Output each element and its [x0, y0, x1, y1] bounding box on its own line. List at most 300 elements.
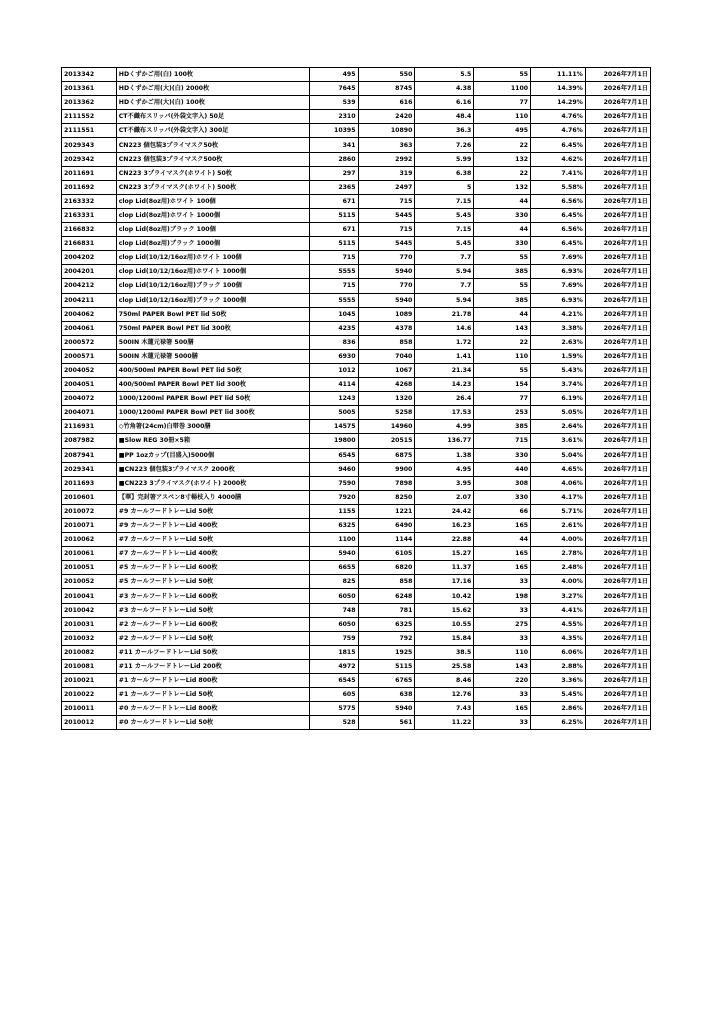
- price-diff-cell: 143: [474, 659, 531, 673]
- price-diff-cell: 44: [474, 223, 531, 237]
- table-row: [62, 434, 651, 448]
- old-price-cell: 836: [309, 335, 358, 349]
- new-price-cell: 858: [358, 575, 415, 589]
- table-row: [62, 659, 651, 673]
- effective-date-cell: 2026年7月1日: [585, 645, 650, 659]
- old-price-cell: 19800: [309, 434, 358, 448]
- new-price-cell: 1221: [358, 504, 415, 518]
- unit-price-cell: 7.15: [415, 223, 474, 237]
- new-price-cell: 1925: [358, 645, 415, 659]
- old-price-cell: 2310: [309, 110, 358, 124]
- unit-price-cell: 21.34: [415, 363, 474, 377]
- old-price-cell: 2860: [309, 152, 358, 166]
- product-name-cell: ■CN223 3プライマスク(ホワイト) 2000枚: [116, 476, 309, 490]
- table-row: [62, 279, 651, 293]
- product-name-cell: HDくずかご用(大)(白) 2000枚: [116, 82, 309, 96]
- price-diff-cell: 143: [474, 321, 531, 335]
- price-diff-cell: 330: [474, 490, 531, 504]
- new-price-cell: 14960: [358, 420, 415, 434]
- increase-rate-cell: 2.61%: [531, 519, 586, 533]
- old-price-cell: 528: [309, 716, 358, 730]
- old-price-cell: 1012: [309, 363, 358, 377]
- old-price-cell: 825: [309, 575, 358, 589]
- unit-price-cell: 1.41: [415, 349, 474, 363]
- new-price-cell: 1144: [358, 533, 415, 547]
- product-name-cell: 1000/1200ml PAPER Bowl PET lid 300枚: [116, 406, 309, 420]
- unit-price-cell: 16.23: [415, 519, 474, 533]
- old-price-cell: 4235: [309, 321, 358, 335]
- new-price-cell: 770: [358, 251, 415, 265]
- unit-price-cell: 6.16: [415, 96, 474, 110]
- increase-rate-cell: 3.61%: [531, 434, 586, 448]
- product-code-cell: 2163331: [62, 208, 117, 222]
- price-diff-cell: 165: [474, 561, 531, 575]
- increase-rate-cell: 6.45%: [531, 208, 586, 222]
- product-name-cell: ■Slow REG 30冊×5箱: [116, 434, 309, 448]
- new-price-cell: 792: [358, 631, 415, 645]
- price-diff-cell: 44: [474, 533, 531, 547]
- product-code-cell: 2011692: [62, 180, 117, 194]
- increase-rate-cell: 4.00%: [531, 533, 586, 547]
- old-price-cell: 7590: [309, 476, 358, 490]
- product-name-cell: clop Lid(8oz用)ホワイト 1000個: [116, 208, 309, 222]
- product-code-cell: 2010062: [62, 533, 117, 547]
- increase-rate-cell: 6.56%: [531, 223, 586, 237]
- product-code-cell: 2013361: [62, 82, 117, 96]
- unit-price-cell: 15.84: [415, 631, 474, 645]
- old-price-cell: 671: [309, 194, 358, 208]
- price-diff-cell: 22: [474, 138, 531, 152]
- price-diff-cell: 440: [474, 462, 531, 476]
- unit-price-cell: 14.23: [415, 378, 474, 392]
- table-row: [62, 476, 651, 490]
- table-body: [62, 68, 651, 730]
- old-price-cell: 6325: [309, 519, 358, 533]
- product-code-cell: 2000571: [62, 349, 117, 363]
- new-price-cell: 10890: [358, 124, 415, 138]
- increase-rate-cell: 7.69%: [531, 251, 586, 265]
- old-price-cell: 1243: [309, 392, 358, 406]
- unit-price-cell: 5.5: [415, 68, 474, 82]
- table-row: [62, 490, 651, 504]
- product-code-cell: 2010041: [62, 589, 117, 603]
- product-code-cell: 2010012: [62, 716, 117, 730]
- price-diff-cell: 22: [474, 335, 531, 349]
- table-row: [62, 378, 651, 392]
- table-row: [62, 208, 651, 222]
- increase-rate-cell: 7.41%: [531, 166, 586, 180]
- price-diff-cell: 495: [474, 124, 531, 138]
- product-code-cell: 2010072: [62, 504, 117, 518]
- new-price-cell: 4268: [358, 378, 415, 392]
- new-price-cell: 8745: [358, 82, 415, 96]
- new-price-cell: 7898: [358, 476, 415, 490]
- product-code-cell: 2010011: [62, 702, 117, 716]
- table-row: [62, 688, 651, 702]
- old-price-cell: 5555: [309, 293, 358, 307]
- product-name-cell: #11 カールフードトレーLid 50枚: [116, 645, 309, 659]
- increase-rate-cell: 6.06%: [531, 645, 586, 659]
- increase-rate-cell: 6.93%: [531, 265, 586, 279]
- table-row: [62, 406, 651, 420]
- increase-rate-cell: 4.00%: [531, 575, 586, 589]
- new-price-cell: 561: [358, 716, 415, 730]
- increase-rate-cell: 5.71%: [531, 504, 586, 518]
- price-diff-cell: 385: [474, 420, 531, 434]
- new-price-cell: 1089: [358, 307, 415, 321]
- old-price-cell: 1815: [309, 645, 358, 659]
- unit-price-cell: 15.62: [415, 603, 474, 617]
- effective-date-cell: 2026年7月1日: [585, 504, 650, 518]
- price-diff-cell: 220: [474, 674, 531, 688]
- product-name-cell: CN223 3プライマスク(ホワイト) 50枚: [116, 166, 309, 180]
- table-row: [62, 293, 651, 307]
- new-price-cell: 6248: [358, 589, 415, 603]
- product-name-cell: HDくずかご用(大)(白) 100枚: [116, 96, 309, 110]
- old-price-cell: 9460: [309, 462, 358, 476]
- new-price-cell: 6325: [358, 617, 415, 631]
- old-price-cell: 6930: [309, 349, 358, 363]
- product-code-cell: 2004201: [62, 265, 117, 279]
- product-code-cell: 2011691: [62, 166, 117, 180]
- old-price-cell: 2365: [309, 180, 358, 194]
- product-code-cell: 2010042: [62, 603, 117, 617]
- product-code-cell: 2010601: [62, 490, 117, 504]
- increase-rate-cell: 4.76%: [531, 110, 586, 124]
- increase-rate-cell: 2.78%: [531, 547, 586, 561]
- effective-date-cell: 2026年7月1日: [585, 631, 650, 645]
- product-code-cell: 2087982: [62, 434, 117, 448]
- table-row: [62, 448, 651, 462]
- effective-date-cell: 2026年7月1日: [585, 223, 650, 237]
- new-price-cell: 715: [358, 194, 415, 208]
- old-price-cell: 748: [309, 603, 358, 617]
- unit-price-cell: 22.88: [415, 533, 474, 547]
- increase-rate-cell: 4.35%: [531, 631, 586, 645]
- increase-rate-cell: 7.69%: [531, 279, 586, 293]
- effective-date-cell: 2026年7月1日: [585, 406, 650, 420]
- old-price-cell: 5005: [309, 406, 358, 420]
- table-row: [62, 462, 651, 476]
- product-name-cell: clop Lid(10/12/16oz用)ホワイト 100個: [116, 251, 309, 265]
- product-name-cell: #1 カールフードトレーLid 800枚: [116, 674, 309, 688]
- unit-price-cell: 6.38: [415, 166, 474, 180]
- old-price-cell: 297: [309, 166, 358, 180]
- unit-price-cell: 5.99: [415, 152, 474, 166]
- effective-date-cell: 2026年7月1日: [585, 716, 650, 730]
- new-price-cell: 20515: [358, 434, 415, 448]
- new-price-cell: 5940: [358, 293, 415, 307]
- price-diff-cell: 1100: [474, 82, 531, 96]
- new-price-cell: 5940: [358, 265, 415, 279]
- effective-date-cell: 2026年7月1日: [585, 251, 650, 265]
- table-row: [62, 194, 651, 208]
- table-row: [62, 251, 651, 265]
- unit-price-cell: 21.78: [415, 307, 474, 321]
- price-diff-cell: 44: [474, 307, 531, 321]
- old-price-cell: 6050: [309, 617, 358, 631]
- table-row: [62, 363, 651, 377]
- unit-price-cell: 1.38: [415, 448, 474, 462]
- table-row: [62, 68, 651, 82]
- product-name-cell: CN223 個包装3プライマスク50枚: [116, 138, 309, 152]
- increase-rate-cell: 2.48%: [531, 561, 586, 575]
- unit-price-cell: 3.95: [415, 476, 474, 490]
- table-row: [62, 166, 651, 180]
- table-row: [62, 631, 651, 645]
- effective-date-cell: 2026年7月1日: [585, 265, 650, 279]
- product-code-cell: 2004202: [62, 251, 117, 265]
- increase-rate-cell: 3.36%: [531, 674, 586, 688]
- old-price-cell: 10395: [309, 124, 358, 138]
- unit-price-cell: 7.26: [415, 138, 474, 152]
- product-code-cell: 2000572: [62, 335, 117, 349]
- effective-date-cell: 2026年7月1日: [585, 349, 650, 363]
- product-name-cell: 500IN 木蓮元禄箸 5000膳: [116, 349, 309, 363]
- product-code-cell: 2004051: [62, 378, 117, 392]
- price-diff-cell: 55: [474, 279, 531, 293]
- product-code-cell: 2029342: [62, 152, 117, 166]
- effective-date-cell: 2026年7月1日: [585, 194, 650, 208]
- effective-date-cell: 2026年7月1日: [585, 448, 650, 462]
- effective-date-cell: 2026年7月1日: [585, 166, 650, 180]
- price-diff-cell: 198: [474, 589, 531, 603]
- increase-rate-cell: 4.65%: [531, 462, 586, 476]
- product-name-cell: #7 カールフードトレーLid 50枚: [116, 533, 309, 547]
- new-price-cell: 2420: [358, 110, 415, 124]
- increase-rate-cell: 4.21%: [531, 307, 586, 321]
- unit-price-cell: 136.77: [415, 434, 474, 448]
- new-price-cell: 6820: [358, 561, 415, 575]
- new-price-cell: 6105: [358, 547, 415, 561]
- price-diff-cell: 110: [474, 110, 531, 124]
- old-price-cell: 14575: [309, 420, 358, 434]
- product-code-cell: 2166832: [62, 223, 117, 237]
- new-price-cell: 1320: [358, 392, 415, 406]
- unit-price-cell: 11.22: [415, 716, 474, 730]
- effective-date-cell: 2026年7月1日: [585, 180, 650, 194]
- old-price-cell: 5555: [309, 265, 358, 279]
- unit-price-cell: 1.72: [415, 335, 474, 349]
- old-price-cell: 7920: [309, 490, 358, 504]
- new-price-cell: 2992: [358, 152, 415, 166]
- table-row: [62, 716, 651, 730]
- old-price-cell: 759: [309, 631, 358, 645]
- new-price-cell: 363: [358, 138, 415, 152]
- unit-price-cell: 4.38: [415, 82, 474, 96]
- new-price-cell: 6765: [358, 674, 415, 688]
- price-diff-cell: 44: [474, 194, 531, 208]
- increase-rate-cell: 4.17%: [531, 490, 586, 504]
- unit-price-cell: 4.95: [415, 462, 474, 476]
- product-code-cell: 2111551: [62, 124, 117, 138]
- price-diff-cell: 110: [474, 645, 531, 659]
- product-code-cell: 2010031: [62, 617, 117, 631]
- product-code-cell: 2010071: [62, 519, 117, 533]
- unit-price-cell: 5.45: [415, 237, 474, 251]
- product-name-cell: #7 カールフードトレーLid 400枚: [116, 547, 309, 561]
- old-price-cell: 5940: [309, 547, 358, 561]
- unit-price-cell: 10.55: [415, 617, 474, 631]
- table-row: [62, 504, 651, 518]
- price-diff-cell: 33: [474, 603, 531, 617]
- product-name-cell: clop Lid(10/12/16oz用)ホワイト 1000個: [116, 265, 309, 279]
- old-price-cell: 5115: [309, 208, 358, 222]
- effective-date-cell: 2026年7月1日: [585, 490, 650, 504]
- unit-price-cell: 14.6: [415, 321, 474, 335]
- effective-date-cell: 2026年7月1日: [585, 208, 650, 222]
- increase-rate-cell: 1.59%: [531, 349, 586, 363]
- price-diff-cell: 165: [474, 702, 531, 716]
- product-name-cell: ■CN223 個包装3プライマスク 2000枚: [116, 462, 309, 476]
- effective-date-cell: 2026年7月1日: [585, 82, 650, 96]
- effective-date-cell: 2026年7月1日: [585, 110, 650, 124]
- unit-price-cell: 15.27: [415, 547, 474, 561]
- table-row: [62, 152, 651, 166]
- unit-price-cell: 5: [415, 180, 474, 194]
- price-diff-cell: 55: [474, 363, 531, 377]
- increase-rate-cell: 5.45%: [531, 688, 586, 702]
- new-price-cell: 770: [358, 279, 415, 293]
- product-name-cell: clop Lid(10/12/16oz用)ブラック 100個: [116, 279, 309, 293]
- product-code-cell: 2004071: [62, 406, 117, 420]
- effective-date-cell: 2026年7月1日: [585, 688, 650, 702]
- effective-date-cell: 2026年7月1日: [585, 335, 650, 349]
- product-name-cell: 750ml PAPER Bowl PET lid 50枚: [116, 307, 309, 321]
- table-row: [62, 589, 651, 603]
- new-price-cell: 4378: [358, 321, 415, 335]
- product-code-cell: 2116931: [62, 420, 117, 434]
- effective-date-cell: 2026年7月1日: [585, 575, 650, 589]
- effective-date-cell: 2026年7月1日: [585, 561, 650, 575]
- old-price-cell: 7645: [309, 82, 358, 96]
- unit-price-cell: 5.45: [415, 208, 474, 222]
- product-name-cell: CN223 3プライマスク(ホワイト) 500枚: [116, 180, 309, 194]
- price-diff-cell: 165: [474, 519, 531, 533]
- price-diff-cell: 33: [474, 631, 531, 645]
- product-name-cell: clop Lid(8oz用)ホワイト 100個: [116, 194, 309, 208]
- product-code-cell: 2004052: [62, 363, 117, 377]
- new-price-cell: 6875: [358, 448, 415, 462]
- unit-price-cell: 4.99: [415, 420, 474, 434]
- product-name-cell: clop Lid(8oz用)ブラック 1000個: [116, 237, 309, 251]
- product-code-cell: 2166831: [62, 237, 117, 251]
- unit-price-cell: 17.16: [415, 575, 474, 589]
- price-diff-cell: 132: [474, 180, 531, 194]
- new-price-cell: 2497: [358, 180, 415, 194]
- product-name-cell: #0 カールフードトレーLid 800枚: [116, 702, 309, 716]
- old-price-cell: 495: [309, 68, 358, 82]
- price-diff-cell: 33: [474, 575, 531, 589]
- increase-rate-cell: 2.88%: [531, 659, 586, 673]
- price-diff-cell: 33: [474, 716, 531, 730]
- increase-rate-cell: 6.93%: [531, 293, 586, 307]
- new-price-cell: 8250: [358, 490, 415, 504]
- increase-rate-cell: 6.56%: [531, 194, 586, 208]
- product-name-cell: CN223 個包装3プライマスク500枚: [116, 152, 309, 166]
- old-price-cell: 715: [309, 279, 358, 293]
- product-name-cell: #3 カールフードトレーLid 50枚: [116, 603, 309, 617]
- effective-date-cell: 2026年7月1日: [585, 392, 650, 406]
- product-name-cell: ■PP 1ozカップ(目盛入)5000個: [116, 448, 309, 462]
- new-price-cell: 7040: [358, 349, 415, 363]
- product-name-cell: #3 カールフードトレーLid 600枚: [116, 589, 309, 603]
- increase-rate-cell: 2.86%: [531, 702, 586, 716]
- increase-rate-cell: 5.04%: [531, 448, 586, 462]
- increase-rate-cell: 6.19%: [531, 392, 586, 406]
- effective-date-cell: 2026年7月1日: [585, 378, 650, 392]
- product-code-cell: 2013342: [62, 68, 117, 82]
- product-name-cell: 1000/1200ml PAPER Bowl PET lid 50枚: [116, 392, 309, 406]
- product-name-cell: 400/500ml PAPER Bowl PET lid 300枚: [116, 378, 309, 392]
- price-diff-cell: 275: [474, 617, 531, 631]
- effective-date-cell: 2026年7月1日: [585, 420, 650, 434]
- table-row: [62, 533, 651, 547]
- product-code-cell: 2004072: [62, 392, 117, 406]
- table-row: [62, 307, 651, 321]
- increase-rate-cell: 3.38%: [531, 321, 586, 335]
- unit-price-cell: 38.5: [415, 645, 474, 659]
- price-diff-cell: 77: [474, 392, 531, 406]
- old-price-cell: 4972: [309, 659, 358, 673]
- effective-date-cell: 2026年7月1日: [585, 462, 650, 476]
- product-code-cell: 2004211: [62, 293, 117, 307]
- table-row: [62, 519, 651, 533]
- table-row: [62, 561, 651, 575]
- product-code-cell: 2004212: [62, 279, 117, 293]
- price-diff-cell: 110: [474, 349, 531, 363]
- product-name-cell: 750ml PAPER Bowl PET lid 300枚: [116, 321, 309, 335]
- price-diff-cell: 55: [474, 251, 531, 265]
- old-price-cell: 671: [309, 223, 358, 237]
- product-code-cell: 2004061: [62, 321, 117, 335]
- product-name-cell: CT不織布スリッパ(外袋文字入) 300足: [116, 124, 309, 138]
- effective-date-cell: 2026年7月1日: [585, 533, 650, 547]
- effective-date-cell: 2026年7月1日: [585, 519, 650, 533]
- unit-price-cell: 36.3: [415, 124, 474, 138]
- old-price-cell: 715: [309, 251, 358, 265]
- price-diff-cell: 715: [474, 434, 531, 448]
- effective-date-cell: 2026年7月1日: [585, 96, 650, 110]
- new-price-cell: 858: [358, 335, 415, 349]
- unit-price-cell: 7.15: [415, 194, 474, 208]
- table-row: [62, 180, 651, 194]
- increase-rate-cell: 3.74%: [531, 378, 586, 392]
- increase-rate-cell: 6.25%: [531, 716, 586, 730]
- increase-rate-cell: 11.11%: [531, 68, 586, 82]
- price-diff-cell: 165: [474, 547, 531, 561]
- unit-price-cell: 25.58: [415, 659, 474, 673]
- increase-rate-cell: 6.45%: [531, 237, 586, 251]
- price-change-table: [61, 67, 651, 730]
- increase-rate-cell: 4.62%: [531, 152, 586, 166]
- unit-price-cell: 7.7: [415, 279, 474, 293]
- effective-date-cell: 2026年7月1日: [585, 237, 650, 251]
- price-sheet: [61, 67, 651, 730]
- product-code-cell: 2111552: [62, 110, 117, 124]
- product-name-cell: CT不織布スリッパ(外袋文字入) 50足: [116, 110, 309, 124]
- old-price-cell: 1045: [309, 307, 358, 321]
- product-name-cell: #2 カールフードトレーLid 50枚: [116, 631, 309, 645]
- unit-price-cell: 17.53: [415, 406, 474, 420]
- table-row: [62, 110, 651, 124]
- effective-date-cell: 2026年7月1日: [585, 307, 650, 321]
- table-row: [62, 674, 651, 688]
- new-price-cell: 616: [358, 96, 415, 110]
- table-row: [62, 702, 651, 716]
- price-diff-cell: 330: [474, 208, 531, 222]
- effective-date-cell: 2026年7月1日: [585, 476, 650, 490]
